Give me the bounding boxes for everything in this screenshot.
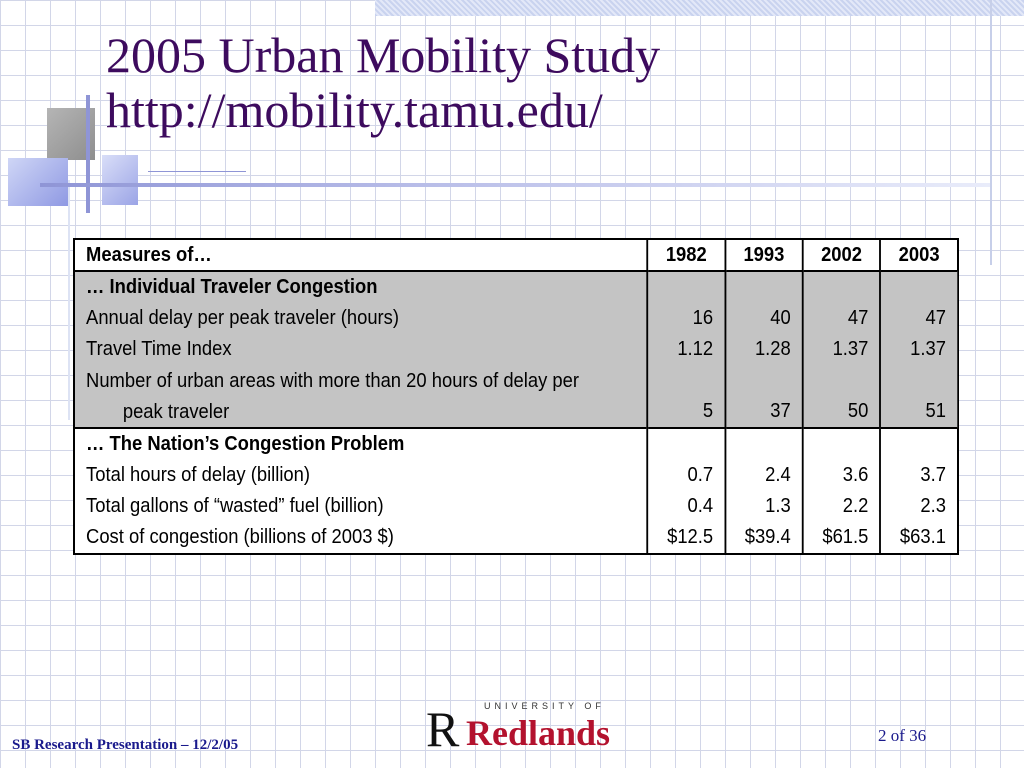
decorative-vertical-bar — [86, 95, 90, 213]
cell-value: 0.7 — [647, 460, 725, 491]
logo-wordmark: Redlands — [466, 713, 611, 753]
decorative-horizontal-bar — [40, 183, 990, 187]
header-year: 1982 — [647, 240, 725, 271]
cell-value: 3.7 — [880, 460, 957, 491]
cell-value: 37 — [725, 396, 803, 428]
row-label: Total hours of delay (billion) — [86, 464, 311, 486]
section-title: … The Nation’s Congestion Problem — [75, 428, 647, 460]
title-line-2-url[interactable]: http://mobility.tamu.edu/ — [106, 82, 603, 138]
table-row — [75, 303, 957, 334]
cell-value: 1.37 — [803, 334, 881, 365]
cell-value: 47 — [803, 303, 881, 334]
table-row-continuation — [75, 396, 957, 428]
row-label: Annual delay per peak traveler (hours) — [75, 303, 647, 334]
cell-value: $63.1 — [880, 522, 957, 553]
table-row — [75, 522, 957, 553]
row-label: Total gallons of “wasted” fuel (billion) — [86, 495, 384, 517]
cell-value: 47 — [880, 303, 957, 334]
cell-value: 1.12 — [647, 334, 725, 365]
decorative-left-line — [68, 180, 70, 420]
cell-value: 0.4 — [647, 491, 725, 522]
table-row — [75, 460, 957, 491]
section-title: … Individual Traveler Congestion — [75, 271, 647, 303]
section-row — [75, 271, 957, 303]
title-line-1: 2005 Urban Mobility Study — [106, 27, 661, 83]
cell-value: 40 — [725, 303, 803, 334]
header-year: 1993 — [725, 240, 803, 271]
university-of-redlands-logo — [426, 700, 636, 756]
cell-value: $39.4 — [725, 522, 803, 553]
table-row — [75, 365, 957, 396]
slide-title — [106, 28, 660, 138]
decorative-blue-square-2 — [102, 155, 138, 205]
table-row — [75, 491, 957, 522]
cell-value: 2.2 — [803, 491, 881, 522]
logo-university-of: UNIVERSITY OF — [484, 701, 605, 711]
footer-presentation-label: SB Research Presentation – 12/2/05 — [12, 737, 239, 753]
row-label: Cost of congestion (billions of 2003 $) — [86, 526, 394, 548]
page-number: 2 of 36 — [878, 726, 927, 745]
row-label: Travel Time Index — [75, 334, 647, 365]
cell-value: 1.28 — [725, 334, 803, 365]
decorative-top-band — [375, 0, 1024, 16]
header-year: 2002 — [803, 240, 881, 271]
decorative-blue-square — [8, 158, 68, 206]
header-year: 2003 — [880, 240, 957, 271]
header-measures: Measures of… — [75, 240, 647, 271]
cell-value: $12.5 — [647, 522, 725, 553]
decorative-thin-line — [148, 171, 246, 172]
cell-value: 2.4 — [725, 460, 803, 491]
cell-value: 1.3 — [725, 491, 803, 522]
cell-value: 2.3 — [880, 491, 957, 522]
cell-value: 3.6 — [803, 460, 881, 491]
decorative-right-line — [990, 0, 992, 265]
row-label: Number of urban areas with more than 20 hours of delay per — [75, 365, 647, 396]
table-row — [75, 334, 957, 365]
cell-value: $61.5 — [803, 522, 881, 553]
cell-value: 1.37 — [880, 334, 957, 365]
congestion-measures-table — [73, 238, 959, 555]
cell-value: 51 — [880, 396, 957, 428]
cell-value: 50 — [803, 396, 881, 428]
section-row — [75, 428, 957, 460]
row-label-continuation: peak traveler — [75, 396, 647, 428]
logo-r-mark: R — [426, 701, 460, 757]
cell-value: 16 — [647, 303, 725, 334]
cell-value: 5 — [647, 396, 725, 428]
table-header-row — [75, 240, 957, 271]
